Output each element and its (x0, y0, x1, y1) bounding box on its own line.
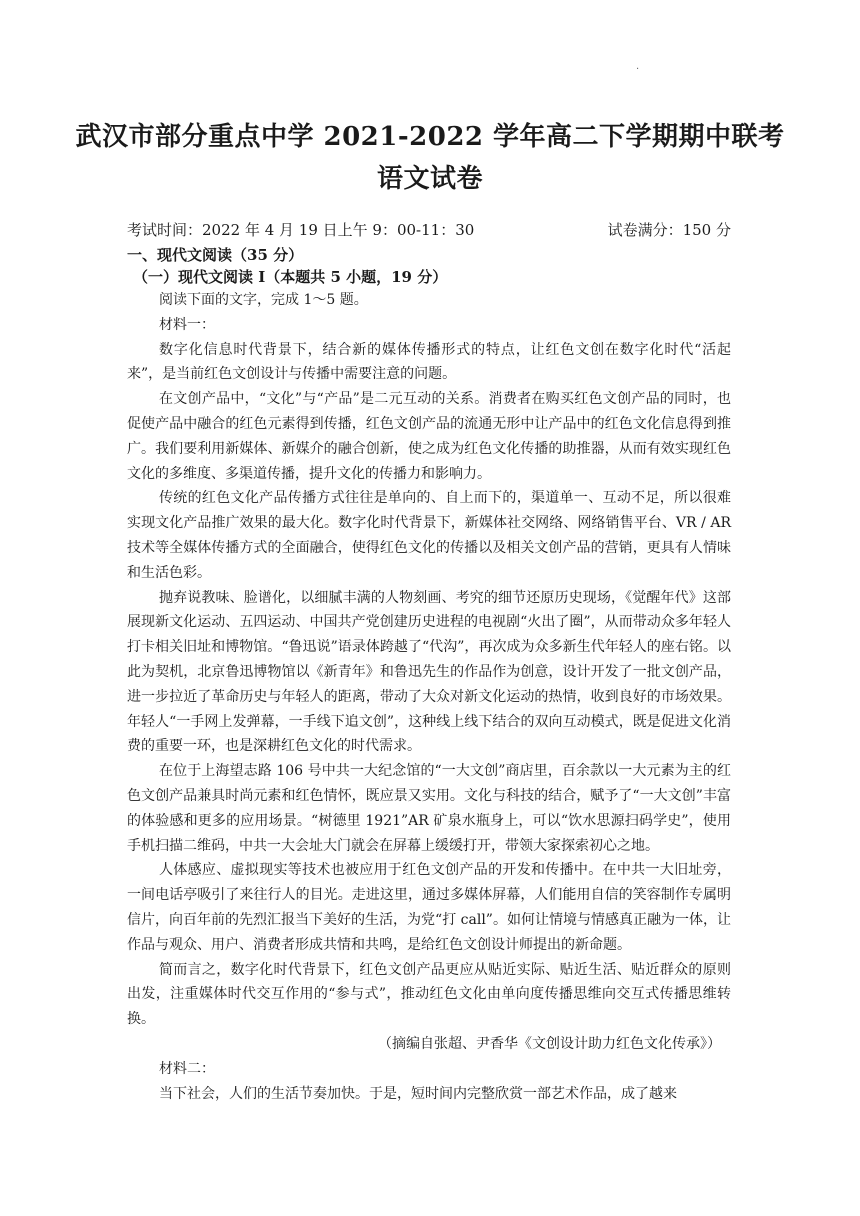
exam-meta (127, 219, 731, 240)
corner-mark: · (636, 64, 640, 75)
citation: （摘编自张超、尹香华《文创设计助力红色文化传承》） (378, 1035, 721, 1052)
exam-subtitle: 语文试卷 (376, 164, 483, 194)
material-label: 材料二： (159, 1060, 215, 1077)
exam-time: 考试时间：2022 年 4 月 19 日上午 9：00-11：30 (127, 221, 475, 239)
paragraph: 人体感应、虚拟现实等技术也被应用于红色文创产品的开发和传播中。在中共一大旧址旁，一间电话亭吸引了来往行人的目光。走进这里，通过多媒体屏幕，人们能用自信的笑容制作专属明信片，向百年前的先烈汇报当下美好的生活，为党“打 call”。如何让情境与情感真正融为一体，让作品与观众、用户、消费者形成共情和共鸣，是给红色文创设计师提出的新命题。 (127, 862, 731, 953)
subsection-heading: （一）现代文阅读 I（本题共 5 小题，19 分） (133, 268, 448, 286)
reading-passage (127, 288, 731, 1106)
instruction: 阅读下面的文字，完成 1～5 题。 (159, 292, 368, 308)
paragraph: 简而言之，数字化时代背景下，红色文创产品更应从贴近实际、贴近生活、贴近群众的原则出发，注重媒体时代交互作用的“参与式”，推动红色文化由单向度传播思维向交互式传播思维转换。 (127, 961, 731, 1028)
paragraph: 在位于上海望志路 106 号中共一大纪念馆的“一大文创”商店里，百余款以一大元素为主的红色文创产品兼具时尚元素和红色情怀，既应景又实用。文化与科技的结合，赋予了“一大文创”丰富的体验感和更多的应用场景。“树德里 1921”AR 矿泉水瓶身上，可以“饮水思源扫码学史”，使用手机扫描二维码，中共一大会址大门就会在屏幕上缓缓打开，带领大家探索初心之地。 (127, 763, 731, 854)
paragraph: 在文创产品中，“文化”与“产品”是二元互动的关系。消费者在购买红色文创产品的同时，也促使产品中融合的红色元素得到传播，红色文创产品的流通无形中让产品中的红色文化信息得到推广。我们要利用新媒体、新媒介的融合创新，使之成为红色文化传播的助推器，从而有效实现红色文化的多维度、多渠道传播，提升文化的传播力和影响力。 (127, 391, 731, 482)
paragraph: 传统的红色文化产品传播方式往往是单向的、自上而下的，渠道单一、互动不足，所以很难实现文化产品推广效果的最大化。数字化时代背景下，新媒体社交网络、网络销售平台、VR / AR 技术等全媒体传播方式的全面融合，使得红色文化的传播以及相关文创产品的营销，更具有人情味和生活色彩。 (127, 490, 731, 581)
full-score: 试卷满分：150 分 (607, 221, 731, 239)
paragraph: 抛弃说教味、脸谱化，以细腻丰满的人物刻画、考究的细节还原历史现场，《觉醒年代》这部展现新文化运动、五四运动、中国共产党创建历史进程的电视剧“火出了圈”，从而带动众多年轻人打卡相关旧址和博物馆。“鲁迅说”语录体跨越了“代沟”，再次成为众多新生代年轻人的座右铭。以此为契机，北京鲁迅博物馆以《新青年》和鲁迅先生的作品作为创意，设计开发了一批文创产品，进一步拉近了革命历史与年轻人的距离，带动了大众对新文化运动的热情，收到良好的市场效果。年轻人“一手网上发弹幕，一手线下追文创”，这种线上线下结合的双向互动模式，既是促进文化消费的重要一环，也是深耕红色文化的时代需求。 (127, 589, 731, 755)
paragraph: 当下社会，人们的生活节奏加快。于是，短时间内完整欣赏一部艺术作品，成了越来 (159, 1085, 677, 1102)
material-label: 材料一： (159, 316, 215, 333)
section-heading: 一、现代文阅读（35 分） (127, 246, 304, 264)
exam-title: 武汉市部分重点中学 2021-2022 学年高二下学期期中联考 (75, 122, 785, 152)
paragraph: 数字化信息时代背景下，结合新的媒体传播形式的特点，让红色文创在数字化时代“活起来”，是当前红色文创设计与传播中需要注意的问题。 (127, 341, 731, 383)
